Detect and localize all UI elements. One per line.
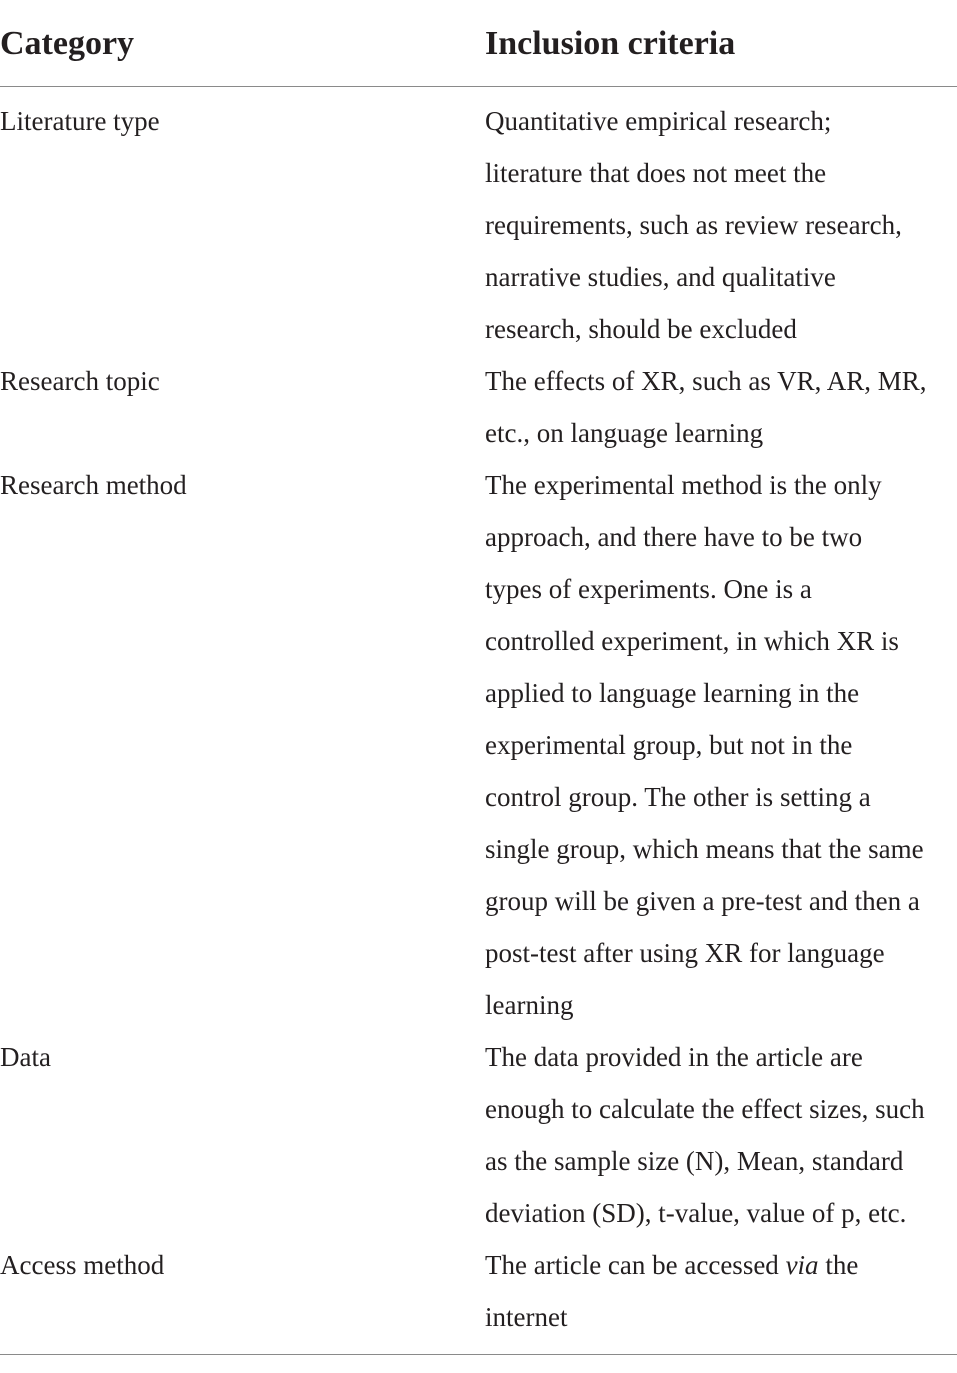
criteria-line: post-test after using XR for language xyxy=(485,938,885,968)
table-row xyxy=(0,95,957,355)
table-body xyxy=(0,87,957,1343)
row-category: Data xyxy=(0,1042,51,1072)
table-row xyxy=(0,1239,957,1343)
row-criteria xyxy=(485,1031,957,1239)
header-inclusion-criteria: Inclusion criteria xyxy=(485,25,736,62)
table-row xyxy=(0,459,957,1031)
criteria-line: The effects of XR, such as VR, AR, MR, xyxy=(485,366,927,396)
criteria-text: The article can be accessed xyxy=(485,1250,786,1280)
criteria-line: requirements, such as review research, xyxy=(485,210,902,240)
criteria-line: group will be given a pre-test and then a xyxy=(485,886,920,916)
criteria-line: The data provided in the article are xyxy=(485,1042,863,1072)
criteria-line: deviation (SD), t-value, value of p, etc. xyxy=(485,1198,907,1228)
criteria-line: narrative studies, and qualitative xyxy=(485,262,836,292)
header-category: Category xyxy=(0,25,135,62)
criteria-line: research, should be excluded xyxy=(485,314,797,344)
table-bottom-rule xyxy=(0,1354,957,1355)
row-category: Access method xyxy=(0,1250,165,1280)
criteria-italic-text: via xyxy=(785,1250,819,1280)
row-category: Literature type xyxy=(0,106,160,136)
row-criteria xyxy=(485,459,957,1031)
criteria-line: as the sample size (N), Mean, standard xyxy=(485,1146,904,1176)
row-criteria xyxy=(485,355,957,459)
criteria-line: internet xyxy=(485,1302,568,1332)
criteria-line: The experimental method is the only xyxy=(485,470,882,500)
row-category: Research method xyxy=(0,470,187,500)
table-row xyxy=(0,355,957,459)
criteria-line: experimental group, but not in the xyxy=(485,730,853,760)
table-row xyxy=(0,1031,957,1239)
row-criteria xyxy=(485,95,957,355)
row-criteria xyxy=(485,1239,957,1343)
criteria-line: applied to language learning in the xyxy=(485,678,860,708)
criteria-line: etc., on language learning xyxy=(485,418,764,448)
criteria-line: controlled experiment, in which XR is xyxy=(485,626,899,656)
criteria-line: control group. The other is setting a xyxy=(485,782,871,812)
row-category: Research topic xyxy=(0,366,160,396)
criteria-line: enough to calculate the effect sizes, such xyxy=(485,1094,925,1124)
criteria-line: learning xyxy=(485,990,574,1020)
criteria-line: Quantitative empirical research; xyxy=(485,106,832,136)
criteria-text: the xyxy=(818,1250,859,1280)
criteria-line: approach, and there have to be two xyxy=(485,522,863,552)
criteria-line: types of experiments. One is a xyxy=(485,574,812,604)
criteria-line xyxy=(485,1239,957,1291)
criteria-line: literature that does not meet the xyxy=(485,158,827,188)
table-header xyxy=(0,0,957,87)
criteria-line: single group, which means that the same xyxy=(485,834,924,864)
